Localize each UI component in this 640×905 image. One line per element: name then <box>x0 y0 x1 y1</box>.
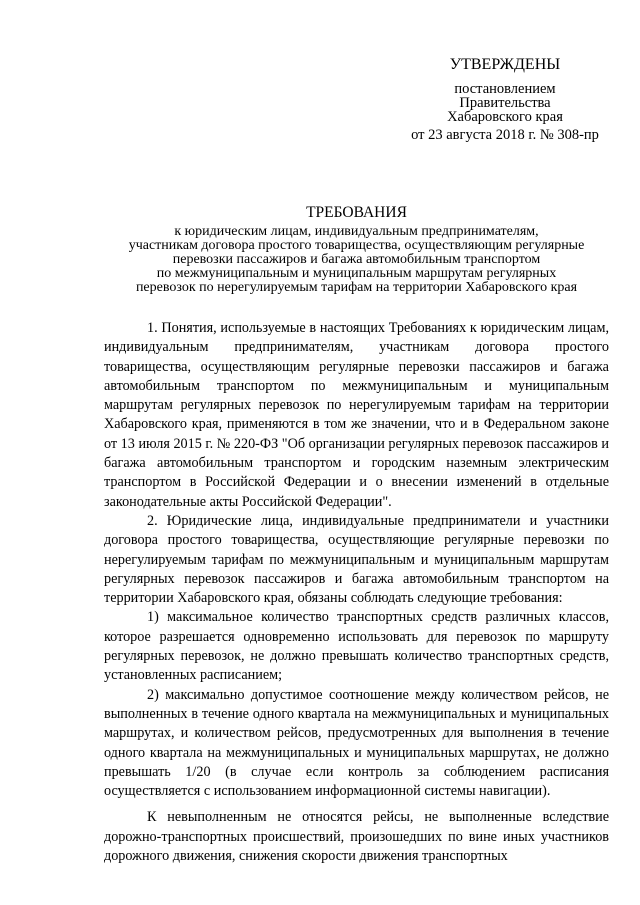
document-subtitle-line: перевозки пассажиров и багажа автомобильным транспортом <box>172 252 541 267</box>
approval-line-region: Хабаровского края <box>447 109 563 125</box>
approval-date-number: от 23 августа 2018 г. № 308-пр <box>411 127 599 143</box>
document-heading <box>104 205 609 295</box>
paragraph-item-1: 1) максимальное количество транспортных средств различных классов, которое разрешается одновременно использовать для перевозок по маршруту регулярных перевозок, не должно превышать количество транспортных средств, установленных расписанием; <box>104 609 609 684</box>
approval-heading: УТВЕРЖДЕНЫ <box>449 56 561 73</box>
approval-line-government: Правительства <box>459 95 551 111</box>
approval-line-resolution: постановлением <box>454 81 556 97</box>
document-subtitle-line: по межмуниципальным и муниципальным маршрутам регулярных <box>156 266 557 281</box>
approval-stamp <box>402 58 608 142</box>
document-title: ТРЕБОВАНИЯ <box>306 204 407 221</box>
document-subtitle-line: участникам договора простого товарищества, осуществляющим регулярные <box>128 238 585 253</box>
paragraph-definitions: 1. Понятия, используемые в настоящих Требованиях к юридическим лицам, индивидуальным предпринимателям, участникам договора простого товарищества, осуществляющим регулярные перевозки пассажиров и багажа автомобильным транспортом по межмуниципальным и муниципальным маршрутам регулярных перевозок по нерегулируемым тарифам на территории Хабаровского края, применяются в том же значении, что и в Федеральном законе от 13 июля 2015 г. № 220-ФЗ "Об организации регулярных перевозок пассажиров и багажа автомобильным транспортом и городским наземным электрическим транспортом в Российской Федерации и о внесении изменений в отдельные законодательные акты Российской Федерации". <box>104 320 609 510</box>
paragraph-item-2: 2) максимально допустимое соотношение между количеством рейсов, не выполненных в течение одного квартала на межмуниципальных и муниципальных маршрутах, и количеством рейсов, предусмотренных для выполнения в течение одного квартала на межмуниципальных и муниципальных маршрутах, не должно превышать 1/20 (в случае если контроль за соблюдением расписания осуществляется с использованием информационной системы навигации). <box>104 686 609 800</box>
paragraph-obligations: 2. Юридические лица, индивидуальные предприниматели и участники договора простого товарищества, осуществляющие регулярные перевозки по нерегулируемым тарифам по межмуниципальным и муниципальным маршрутам регулярных перевозок пассажиров и багажа автомобильным транспортом на территории Хабаровского края, обязаны соблюдать следующие требования: <box>104 512 609 607</box>
paragraph-exceptions: К невыполненным не относятся рейсы, не выполненные вследствие дорожно-транспортных происшествий, произошедших по вине иных участников дорожного движения, снижения скорости движения транспортных <box>104 809 609 865</box>
document-subtitle-line: перевозок по нерегулируемым тарифам на территории Хабаровского края <box>135 280 578 295</box>
document-subtitle-line: к юридическим лицам, индивидуальным предпринимателям, <box>174 224 539 239</box>
document-body <box>104 319 609 866</box>
